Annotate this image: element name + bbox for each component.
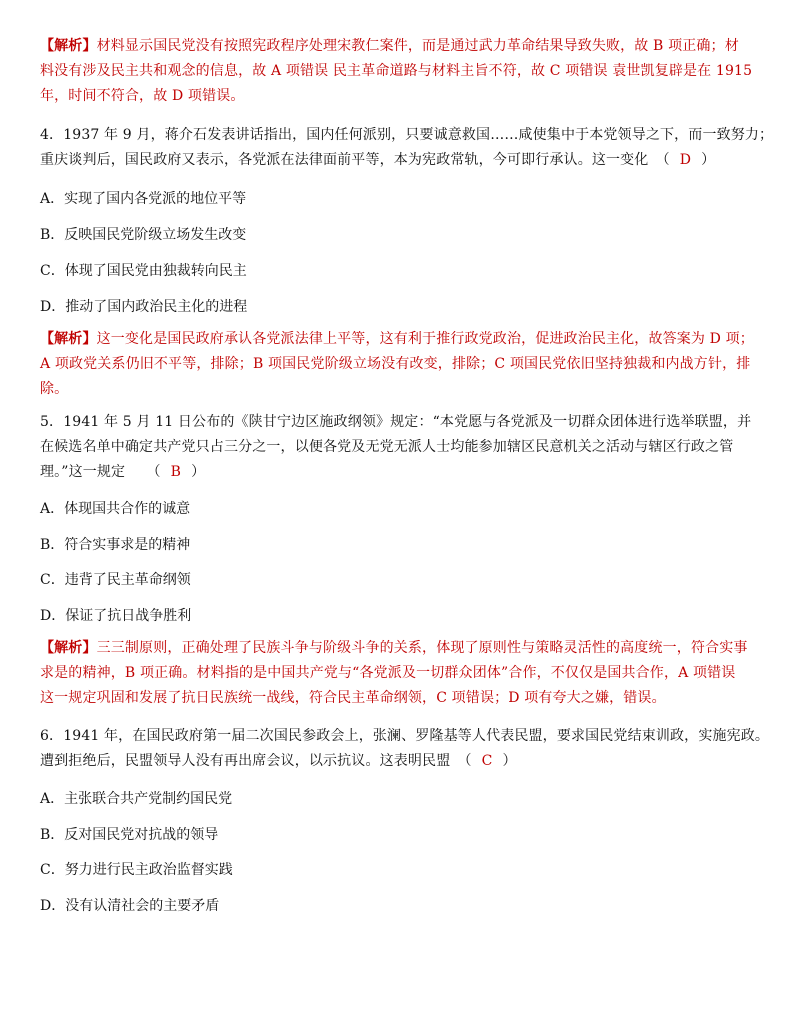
analysis-q4-line-1: 【解析】这一变化是国民政府承认各党派法律上平等，这有利于推行政党政治，促进政治民主化，故答案为 D 项； <box>40 331 754 347</box>
analysis-q3 <box>40 34 754 109</box>
question-6-option-b: B．反对国民党对抗战的领导 <box>40 827 219 843</box>
question-6-line-1: 6．1941 年，在国民政府第一届二次国民参政会上，张澜、罗隆基等人代表民盟，要求国民党结束训政，实施宪政。 <box>40 728 770 744</box>
analysis-tag: 【解析】 <box>40 640 97 656</box>
analysis-q3-line-2: 料没有涉及民主共和观念的信息，故 A 项错误 民主革命道路与材料主旨不符，故 C 项错误 袁世凯复辟是在 1915 <box>40 63 753 79</box>
analysis-q5-line-2: 求是的精神，B 项正确。材料指的是中国共产党与“各党派及一切群众团体”合作，不仅仅是国共合作，A 项错误 <box>40 665 736 681</box>
question-6-option-d: D．没有认清社会的主要矛盾 <box>40 898 220 914</box>
question-5-stem <box>40 410 754 485</box>
question-5-option-b: B．符合实事求是的精神 <box>40 537 191 553</box>
question-4-option-c: C．体现了国民党由独裁转向民主 <box>40 263 247 279</box>
analysis-tag: 【解析】 <box>40 38 97 54</box>
question-4-line-2: 重庆谈判后，国民政府又表示，各党派在法律面前平等，本为宪政常轨，今可即行承认。这一变化 （ D ） <box>40 152 716 168</box>
analysis-q3-line-1: 【解析】材料显示国民党没有按照宪政程序处理宋教仁案件，而是通过武力革命结果导致失败，故 B 项正确；材 <box>40 38 739 54</box>
question-6-option-a: A．主张联合共产党制约国民党 <box>40 791 233 807</box>
question-5-line-1: 5．1941 年 5 月 11 日公布的《陕甘宁边区施政纲领》规定：“本党愿与各党派及一切群众团体进行选举联盟，并 <box>40 414 752 430</box>
question-6-answer: C <box>481 753 493 769</box>
analysis-q4 <box>40 327 754 402</box>
question-5-answer: B <box>170 464 182 480</box>
question-5-option-d: D．保证了抗日战争胜利 <box>40 608 192 624</box>
question-5-option-a: A．体现国共合作的诚意 <box>40 501 191 517</box>
question-6-option-c: C．努力进行民主政治监督实践 <box>40 862 233 878</box>
analysis-tag: 【解析】 <box>40 331 97 347</box>
question-4-option-b: B．反映国民党阶级立场发生改变 <box>40 227 247 243</box>
analysis-q3-line-3: 年，时间不符合，故 D 项错误。 <box>40 88 245 104</box>
analysis-q4-line-3: 除。 <box>40 381 69 397</box>
question-4-stem <box>40 123 774 173</box>
analysis-q4-line-2: A 项政党关系仍旧不平等，排除；B 项国民党阶级立场没有改变，排除；C 项国民党依旧坚持独裁和内战方针，排 <box>40 356 751 372</box>
analysis-q5 <box>40 636 754 711</box>
question-6-line-2: 遭到拒绝后，民盟领导人没有再出席会议，以示抗议。这表明民盟 （ C ） <box>40 753 517 769</box>
question-5-option-c: C．违背了民主革命纲领 <box>40 572 191 588</box>
question-4-answer: D <box>679 152 692 168</box>
analysis-q5-line-3: 这一规定巩固和发展了抗日民族统一战线，符合民主革命纲领，C 项错误；D 项有夸大之嫌，错误。 <box>40 690 666 706</box>
analysis-q5-line-1: 【解析】三三制原则，正确处理了民族斗争与阶级斗争的关系，体现了原则性与策略灵活性的高度统一，符合实事 <box>40 640 748 656</box>
question-6-stem <box>40 724 770 774</box>
question-4-option-a: A．实现了国内各党派的地位平等 <box>40 191 247 207</box>
question-4-option-d: D．推动了国内政治民主化的进程 <box>40 299 248 315</box>
question-5-line-3: 理。”这一规定 （ B ） <box>40 464 206 480</box>
question-5-line-2: 在候选名单中确定共产党只占三分之一，以便各党及无党无派人士均能参加辖区民意机关之活动与辖区行政之管 <box>40 439 734 455</box>
question-4-line-1: 4．1937 年 9 月，蒋介石发表讲话指出，国内任何派别，只要诚意救国……咸使集中于本党领导之下，而一致努力； <box>40 127 774 143</box>
